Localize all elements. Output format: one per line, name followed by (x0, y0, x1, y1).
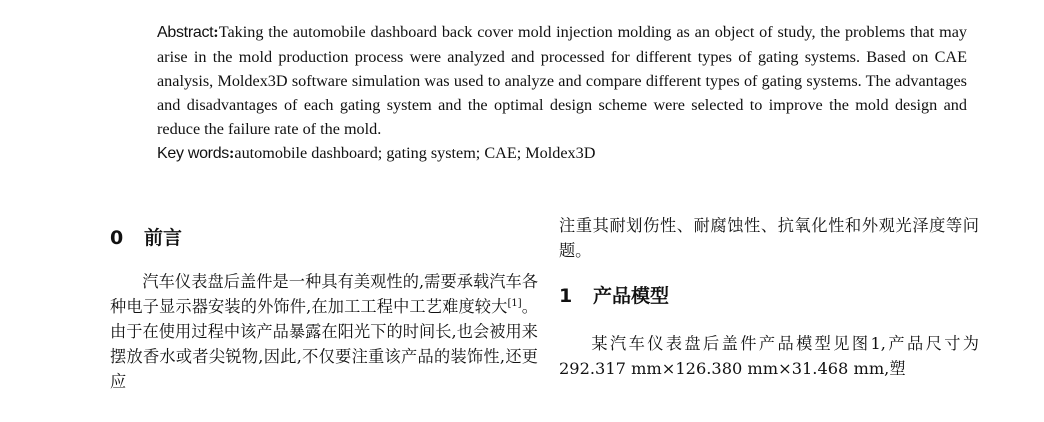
introduction-text-part2: 。由于在使用过程中该产品暴露在阳光下的时间长,也会被用来摆放香水或者尖锐物,因此,不仅要注重该产品的装饰性,还更应 (110, 297, 538, 391)
product-model-text: 某汽车仪表盘后盖件产品模型见图1,产品尺寸为292.317 mm×126.380 mm×31.468 mm,塑 (559, 334, 979, 378)
section-heading-product-model (559, 284, 669, 308)
keywords-text: automobile dashboard; gating system; CAE; Moldex3D (234, 144, 596, 162)
section-number: 0 (110, 227, 124, 249)
product-model-paragraph (559, 331, 979, 381)
abstract-paragraph: Abstract:Taking the automobile dashboard back cover mold injection molding as an object of study, the problems that may arise in the mold production process were analyzed and processed for different types of gating systems. Based on CAE analysis, Moldex3D software simulation was used to analyze and compare different types of gating systems. The advantages and disadvantages of each gating system and the optimal design scheme were selected to improve the mold design and reduce the failure rate of the mold. (157, 23, 967, 138)
keywords-label: Key words (157, 145, 229, 162)
section-heading-introduction (110, 226, 182, 250)
abstract-block (157, 20, 967, 166)
section-title: 产品模型 (593, 285, 670, 307)
section-number: 1 (559, 285, 573, 307)
keywords-line: Key words:automobile dashboard; gating system; CAE; Moldex3D (157, 144, 596, 162)
introduction-text-part1: 汽车仪表盘后盖件是一种具有美观性的,需要承载汽车各种电子显示器安装的外饰件,在加工工程中工艺难度较大 (110, 272, 538, 316)
abstract-text: Taking the automobile dashboard back cover mold injection molding as an object of study, the problems that may arise in the mold production process were analyzed and processed for different types of gating systems. Based on CAE analysis, Moldex3D software simulation was used to analyze and compare different types of gating systems. The advantages and disadvantages of each gating system and the optimal design scheme were selected to improve the mold design and reduce the failure rate of the mold. (157, 23, 967, 138)
abstract-label: Abstract (157, 24, 214, 41)
section-title: 前言 (144, 227, 183, 249)
continuation-text: 注重其耐划伤性、耐腐蚀性、抗氧化性和外观光泽度等问题。 (559, 216, 979, 260)
introduction-paragraph (110, 269, 538, 394)
continuation-paragraph (559, 213, 979, 263)
citation-ref: [1] (507, 298, 522, 309)
